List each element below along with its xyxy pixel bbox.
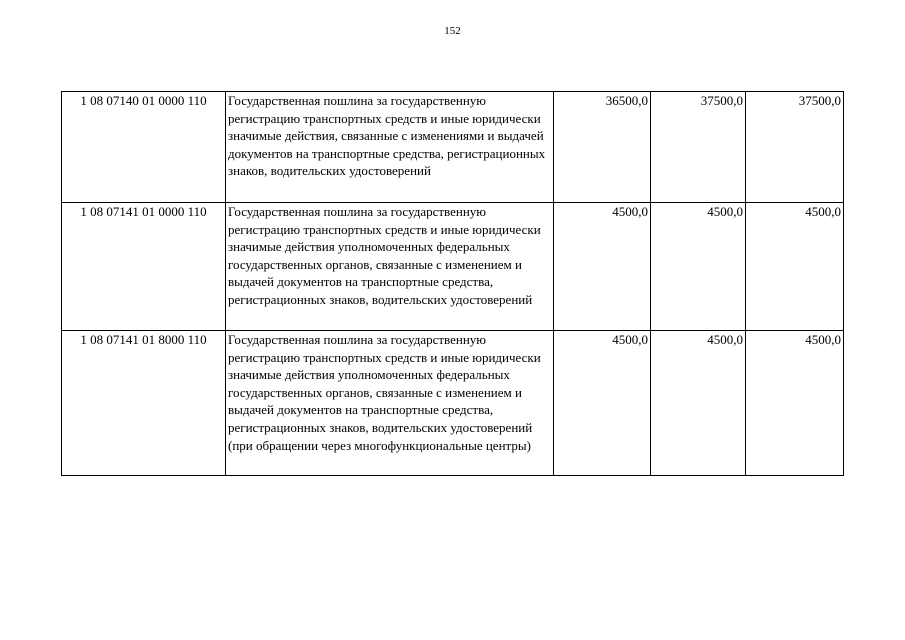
budget-table	[61, 91, 844, 476]
value-year-3: 37500,0	[746, 92, 844, 203]
revenue-description: Государственная пошлина за государственную регистрацию транспортных средств и иные юридически значимые действия, связанные с изменениями и выдачей документов на транспортные средства, регистрационных знаков, водительских удостоверений	[226, 92, 554, 203]
kbk-code: 1 08 07141 01 0000 110	[62, 203, 226, 331]
value-year-3: 4500,0	[746, 203, 844, 331]
revenue-description: Государственная пошлина за государственную регистрацию транспортных средств и иные юридически значимые действия уполномоченных федеральных государственных органов, связанные с изменением и выдачей документов на транспортные средства, регистрационных знаков, водительских удостоверений (при обращении через многофункциональные центры)	[226, 331, 554, 476]
value-year-2: 37500,0	[651, 92, 746, 203]
table-row	[62, 331, 844, 476]
table-row	[62, 92, 844, 203]
value-year-2: 4500,0	[651, 203, 746, 331]
value-year-2: 4500,0	[651, 331, 746, 476]
kbk-code: 1 08 07140 01 0000 110	[62, 92, 226, 203]
value-year-1: 4500,0	[554, 203, 651, 331]
value-year-1: 4500,0	[554, 331, 651, 476]
page-number: 152	[444, 25, 461, 37]
table-row	[62, 203, 844, 331]
value-year-3: 4500,0	[746, 331, 844, 476]
revenue-description: Государственная пошлина за государственную регистрацию транспортных средств и иные юридически значимые действия уполномоченных федеральных государственных органов, связанные с изменением и выдачей документов на транспортные средства, регистрационных знаков, водительских удостоверений	[226, 203, 554, 331]
kbk-code: 1 08 07141 01 8000 110	[62, 331, 226, 476]
value-year-1: 36500,0	[554, 92, 651, 203]
